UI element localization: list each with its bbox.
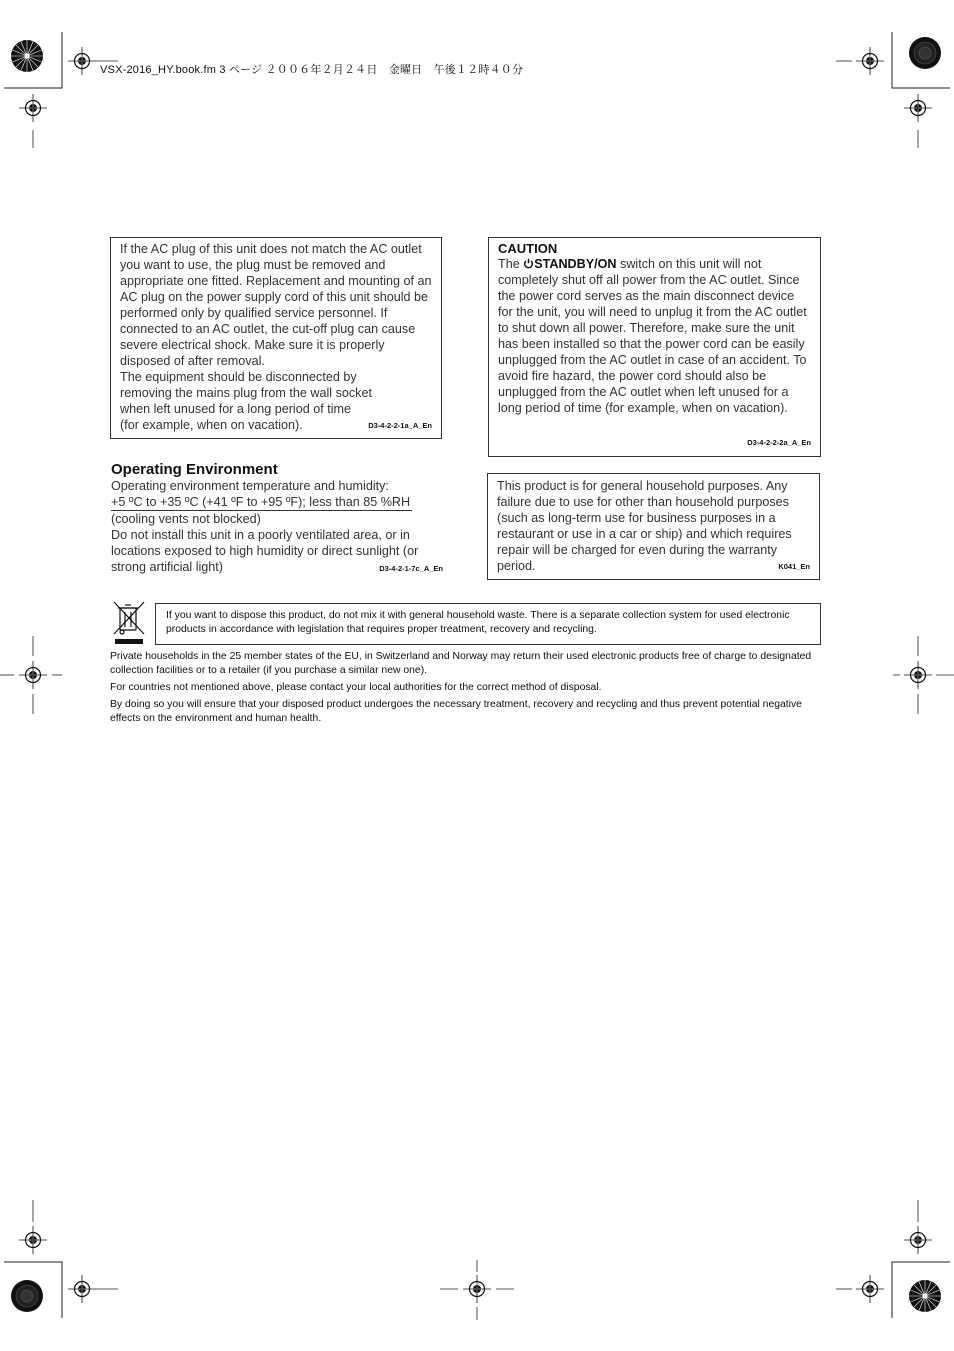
operating-environment-section — [111, 461, 443, 575]
caution-code: D3-4-2-2-2a_A_En — [747, 438, 811, 447]
power-standby-icon — [523, 258, 534, 269]
disposal-paragraph-1: Private households in the 25 member states of the EU, in Switzerland and Norway may return their used electronic products free of charge to designated collection facilities or to a retailer (if you purchase a similar new one). — [110, 651, 812, 676]
operating-environment-line-3: (cooling vents not blocked) — [111, 512, 261, 526]
operating-environment-line-1: Operating environment temperature and humidity: — [111, 479, 389, 493]
operating-environment-heading: Operating Environment — [111, 461, 278, 478]
ac-plug-notice-box — [110, 237, 442, 439]
caution-text-after: switch on this unit will not completely shut off all power from the AC outlet. Since the power cord serves as the main disconnect device for the unit, you will need to unplug it from the AC outlet to shut down all power. Therefore, make sure the unit has been installed so that the power cord can be easily unplugged from the AC outlet in case of an accident. To avoid fire hazard, the power cord should also be unplugged from the AC outlet when left unused for a long period of time (for example, when on vacation). — [498, 257, 807, 415]
operating-environment-paragraph: Do not install this unit in a poorly ventilated area, or in locations exposed to high humidity or direct sunlight (or strong artificial light) — [111, 528, 419, 574]
household-use-box — [487, 473, 820, 580]
running-head: VSX-2016_HY.book.fm 3 ページ ２００６年２月２４日 金曜日 午後１２時４０分 — [100, 64, 524, 76]
disposal-paragraph-2: For countries not mentioned above, please contact your local authorities for the correct method of disposal. — [110, 682, 602, 693]
caution-text — [498, 256, 811, 416]
caution-title: CAUTION — [498, 241, 558, 256]
household-use-code: K041_En — [778, 562, 810, 571]
operating-environment-range-row — [111, 494, 443, 511]
operating-environment-code: D3-4-2-1-7c_A_En — [379, 564, 443, 573]
ac-plug-paragraph-1: If the AC plug of this unit does not match the AC outlet you want to use, the plug must be removed and appropriate one fitted. Replacement and mounting of an AC plug on the power supply cord of this unit should be performed only by qualified service personnel. If connected to an AC outlet, the cut-off plug can cause severe electrical shock. Make sure it is properly disposed of after removal. — [120, 242, 432, 368]
caution-text-before: The — [498, 257, 524, 271]
operating-environment-range: +5 ºC to +35 ºC (+41 ºF to +95 ºF); less than 85 %RH — [111, 495, 411, 509]
household-use-text: This product is for general household purposes. Any failure due to use for other than household purposes (such as long-term use for business purposes in a restaurant or use in a car or ship) and which requires repair will be charged for even during the warranty period. — [497, 479, 792, 573]
disposal-paragraph-3: By doing so you will ensure that your disposed product undergoes the necessary treatment, recovery and recycling and thus prevent potential negative effects on the environment and human health. — [110, 699, 802, 724]
caution-box — [488, 237, 821, 457]
crossed-out-wheelie-bin-icon — [112, 600, 146, 646]
ac-plug-code: D3-4-2-2-1a_A_En — [368, 421, 432, 430]
disposal-box — [155, 603, 821, 645]
disposal-boxed-text: If you want to dispose this product, do not mix it with general household waste. There is a separate collection system for used electronic products in accordance with legislation that requires proper treatment, recovery and recycling. — [166, 610, 790, 635]
standby-on-label: STANDBY/ON — [534, 257, 617, 271]
ac-plug-paragraph-2: The equipment should be disconnected by removing the mains plug from the wall socket when left unused for a long period of time (for example, when on vacation). — [120, 370, 372, 432]
